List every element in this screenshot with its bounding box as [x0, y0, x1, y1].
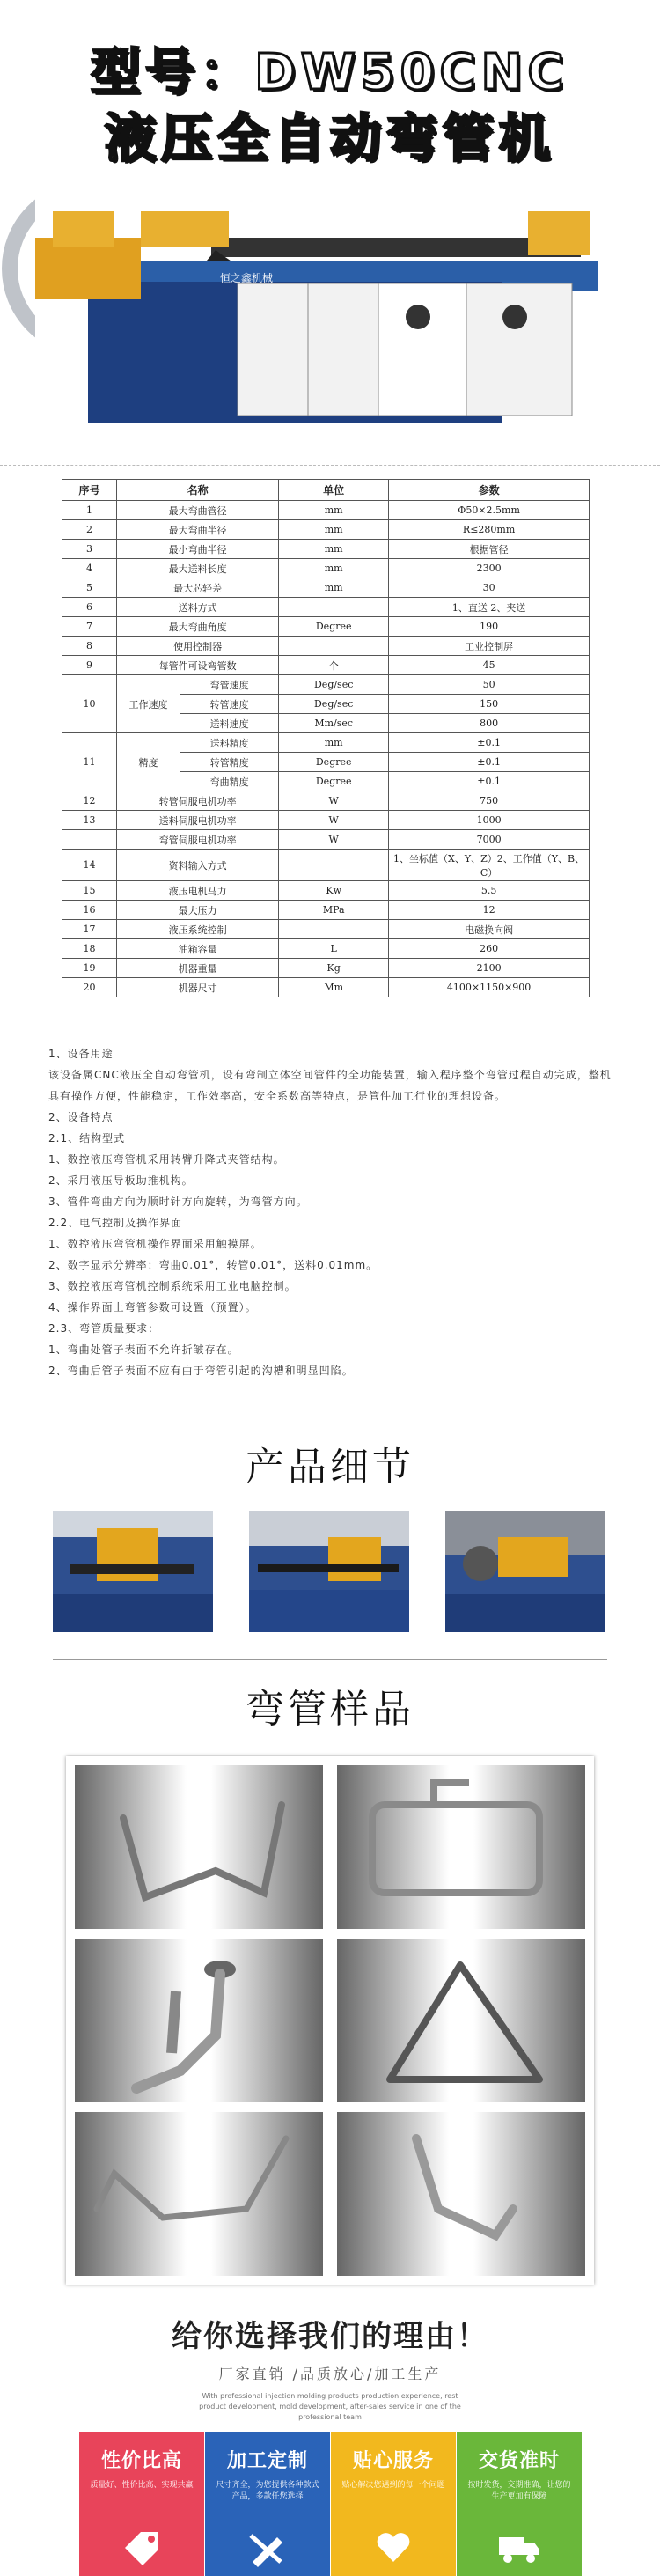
group-label: 工作速度	[117, 675, 180, 733]
row-name: 液压电机马力	[117, 881, 279, 901]
details-title: 产品细节	[246, 1445, 414, 1490]
row-name: 送料速度	[180, 714, 279, 733]
detail-photo-2	[249, 1511, 409, 1632]
row-unit: Degree	[279, 617, 389, 637]
table-row	[62, 939, 590, 959]
heart-hand-icon	[371, 2527, 415, 2567]
row-name: 每管件可设弯管数	[117, 656, 279, 675]
row-value: 根据管径	[389, 540, 590, 559]
reason-card-title: 交货准时	[478, 2450, 560, 2472]
samples-panel	[66, 1756, 594, 2285]
reasons-subtitle: 厂家直销 /品质放心/加工生产	[218, 2366, 442, 2382]
note-line: 2.1、结构型式	[48, 1132, 126, 1144]
row-unit: W	[279, 830, 389, 850]
divider	[0, 465, 660, 466]
sample-photo-5	[75, 2112, 323, 2276]
table-row	[62, 733, 590, 753]
row-value: 2100	[389, 959, 590, 978]
note-line: 2、弯曲后管子表面不应有由于弯管引起的沟槽和明显凹陷。	[48, 1365, 354, 1377]
row-value: 190	[389, 617, 590, 637]
row-no: 2	[62, 520, 117, 540]
table-row	[62, 598, 590, 617]
reason-card-desc: 贴心解决您遇到的每一个问题	[341, 2481, 445, 2490]
table-row	[62, 501, 590, 520]
reason-card-title: 贴心服务	[352, 2450, 434, 2472]
row-name: 送料伺服电机功率	[117, 811, 279, 830]
divider	[53, 1659, 607, 1660]
reason-card-desc: 尺寸齐全，为您提供各种款式产品，多款任您选择	[216, 2481, 319, 2501]
row-unit: Mm/sec	[279, 714, 389, 733]
reason-card-title: 加工定制	[226, 2450, 308, 2472]
row-no: 3	[62, 540, 117, 559]
samples-title: 弯管样品	[246, 1687, 414, 1732]
table-row	[62, 540, 590, 559]
row-name: 弯曲精度	[180, 772, 279, 791]
table-header-row	[62, 480, 590, 501]
row-value: 电磁换向阀	[389, 920, 590, 939]
row-value: 7000	[389, 830, 590, 850]
note-line: 2、设备特点	[48, 1111, 114, 1123]
reason-card	[457, 2432, 582, 2576]
row-value: 45	[389, 656, 590, 675]
row-no: 8	[62, 637, 117, 656]
row-unit: Degree	[279, 753, 389, 772]
price-tag-icon	[120, 2527, 164, 2567]
row-unit	[279, 598, 389, 617]
row-value: 1、直送 2、夹送	[389, 598, 590, 617]
row-unit: L	[279, 939, 389, 959]
table-row	[62, 675, 590, 695]
row-value: 5.5	[389, 881, 590, 901]
row-unit	[279, 850, 389, 881]
row-unit: Mm	[279, 978, 389, 997]
row-unit: Kw	[279, 881, 389, 901]
row-name: 最大压力	[117, 901, 279, 920]
table-row	[62, 791, 590, 811]
row-value: ±0.1	[389, 772, 590, 791]
col-name: 名称	[117, 480, 279, 501]
row-name: 弯管伺服电机功率	[117, 830, 279, 850]
row-name: 送料方式	[117, 598, 279, 617]
row-no: 6	[62, 598, 117, 617]
product-title: 液压全自动弯管机	[104, 108, 555, 168]
row-unit: mm	[279, 540, 389, 559]
note-line: 4、操作界面上弯管参数可设置（预置）。	[48, 1301, 257, 1314]
reasons-english: With professional injection molding products production experience, rest product development, mold development, after-sales service in one of the professional team	[199, 2392, 461, 2421]
row-unit: mm	[279, 501, 389, 520]
truck-icon	[497, 2527, 541, 2567]
row-unit: Deg/sec	[279, 675, 389, 695]
row-name: 最小弯曲半径	[117, 540, 279, 559]
row-name: 转管精度	[180, 753, 279, 772]
note-line: 2.3、弯管质量要求：	[48, 1322, 160, 1335]
row-value: 30	[389, 578, 590, 598]
row-no: 17	[62, 920, 117, 939]
table-row	[62, 578, 590, 598]
table-row	[62, 901, 590, 920]
note-line: 该设备属CNC液压全自动弯管机，设有弯制立体空间管件的全功能装置，输入程序整个弯管过程自动完成，整机具有操作方便，性能稳定，工作效率高，安全系数高等特点，是管件加工行业的理想设备。	[48, 1069, 612, 1102]
row-unit: mm	[279, 559, 389, 578]
col-value: 参数	[389, 480, 590, 501]
row-unit	[279, 637, 389, 656]
note-line: 2、采用液压导板助推机构。	[48, 1174, 194, 1187]
row-name: 弯管速度	[180, 675, 279, 695]
table-row	[62, 656, 590, 675]
reason-card	[205, 2432, 330, 2576]
row-no: 18	[62, 939, 117, 959]
hero-banner	[0, 0, 660, 449]
row-unit: mm	[279, 520, 389, 540]
group-label: 精度	[117, 733, 180, 791]
note-line: 1、数控液压弯管机操作界面采用触摸屏。	[48, 1238, 262, 1250]
machine-photo	[35, 176, 651, 440]
sample-photo-3	[75, 1939, 323, 2102]
row-no: 4	[62, 559, 117, 578]
table-row	[62, 959, 590, 978]
row-no: 11	[62, 733, 117, 791]
row-name: 最大弯曲管径	[117, 501, 279, 520]
row-value: R≤280mm	[389, 520, 590, 540]
note-line: 3、数控液压弯管机控制系统采用工业电脑控制。	[48, 1280, 297, 1292]
row-name: 送料精度	[180, 733, 279, 753]
row-no: 5	[62, 578, 117, 598]
row-value: 工业控制屏	[389, 637, 590, 656]
row-name: 使用控制器	[117, 637, 279, 656]
row-value: ±0.1	[389, 753, 590, 772]
row-name: 最大芯轻差	[117, 578, 279, 598]
table-row	[62, 520, 590, 540]
table-row	[62, 637, 590, 656]
row-no: 13	[62, 811, 117, 830]
row-value: ±0.1	[389, 733, 590, 753]
row-value: 1、坐标值（X、Y、Z）2、工作值（Y、B、C）	[389, 850, 590, 881]
row-value: 750	[389, 791, 590, 811]
row-no: 16	[62, 901, 117, 920]
pencil-ruler-icon	[246, 2527, 290, 2567]
reason-card-desc: 质量好、性价比高、实现共赢	[90, 2481, 194, 2490]
row-name: 最大送料长度	[117, 559, 279, 578]
row-no: 15	[62, 881, 117, 901]
row-name: 液压系统控制	[117, 920, 279, 939]
row-no: 10	[62, 675, 117, 733]
reason-card	[331, 2432, 456, 2576]
spec-table	[62, 479, 590, 997]
row-unit: 个	[279, 656, 389, 675]
reason-card	[79, 2432, 204, 2576]
sample-photo-4	[337, 1939, 585, 2102]
row-no: 14	[62, 850, 117, 881]
row-unit: Degree	[279, 772, 389, 791]
row-name: 最大弯曲角度	[117, 617, 279, 637]
note-line: 1、设备用途	[48, 1048, 114, 1060]
table-row	[62, 830, 590, 850]
row-unit: mm	[279, 733, 389, 753]
row-no: 9	[62, 656, 117, 675]
row-no: 7	[62, 617, 117, 637]
table-row	[62, 811, 590, 830]
row-name: 机器尺寸	[117, 978, 279, 997]
row-value: 150	[389, 695, 590, 714]
row-unit: mm	[279, 578, 389, 598]
notes-section	[48, 1043, 612, 1381]
row-name: 转管速度	[180, 695, 279, 714]
row-value: 260	[389, 939, 590, 959]
table-row	[62, 850, 590, 881]
row-name: 最大弯曲半径	[117, 520, 279, 540]
row-value: 12	[389, 901, 590, 920]
table-row	[62, 978, 590, 997]
table-row	[62, 881, 590, 901]
detail-photo-1	[53, 1511, 213, 1632]
row-unit: Kg	[279, 959, 389, 978]
row-no: 20	[62, 978, 117, 997]
row-unit: MPa	[279, 901, 389, 920]
reasons-title: 给你选择我们的理由！	[172, 2319, 488, 2354]
row-value: 1000	[389, 811, 590, 830]
row-no: 12	[62, 791, 117, 811]
row-value: Φ50×2.5mm	[389, 501, 590, 520]
row-value: 2300	[389, 559, 590, 578]
col-unit: 单位	[279, 480, 389, 501]
col-no: 序号	[62, 480, 117, 501]
row-no: 1	[62, 501, 117, 520]
row-unit: Deg/sec	[279, 695, 389, 714]
note-line: 2、数字显示分辨率：弯曲0.01°，转管0.01°，送料0.01mm。	[48, 1259, 378, 1271]
detail-photo-3	[445, 1511, 605, 1632]
note-line: 1、数控液压弯管机采用转臂升降式夹管结构。	[48, 1153, 285, 1166]
row-name: 油箱容量	[117, 939, 279, 959]
row-name: 机器重量	[117, 959, 279, 978]
table-row	[62, 617, 590, 637]
table-row	[62, 559, 590, 578]
row-value: 800	[389, 714, 590, 733]
row-unit	[279, 920, 389, 939]
row-no: 19	[62, 959, 117, 978]
reason-card-title: 性价比高	[100, 2450, 182, 2472]
note-line: 3、管件弯曲方向为顺时针方向旋转，为弯管方向。	[48, 1196, 308, 1208]
machine-logo: 恒之鑫机械	[220, 272, 274, 284]
reason-card-desc: 按时发货，交期准确，让您的生产更加有保障	[467, 2481, 571, 2501]
table-row	[62, 920, 590, 939]
row-value: 50	[389, 675, 590, 695]
row-name: 资料输入方式	[117, 850, 279, 881]
row-name: 转管伺服电机功率	[117, 791, 279, 811]
sample-photo-6	[337, 2112, 585, 2276]
sample-photo-2	[337, 1765, 585, 1929]
model-title: 型号：DW50CNC	[91, 44, 569, 101]
row-unit: W	[279, 791, 389, 811]
row-no	[62, 830, 117, 850]
note-line: 1、弯曲处管子表面不允许折皱存在。	[48, 1343, 239, 1356]
sample-photo-1	[75, 1765, 323, 1929]
row-unit: W	[279, 811, 389, 830]
row-value: 4100×1150×900	[389, 978, 590, 997]
note-line: 2.2、电气控制及操作界面	[48, 1217, 183, 1229]
